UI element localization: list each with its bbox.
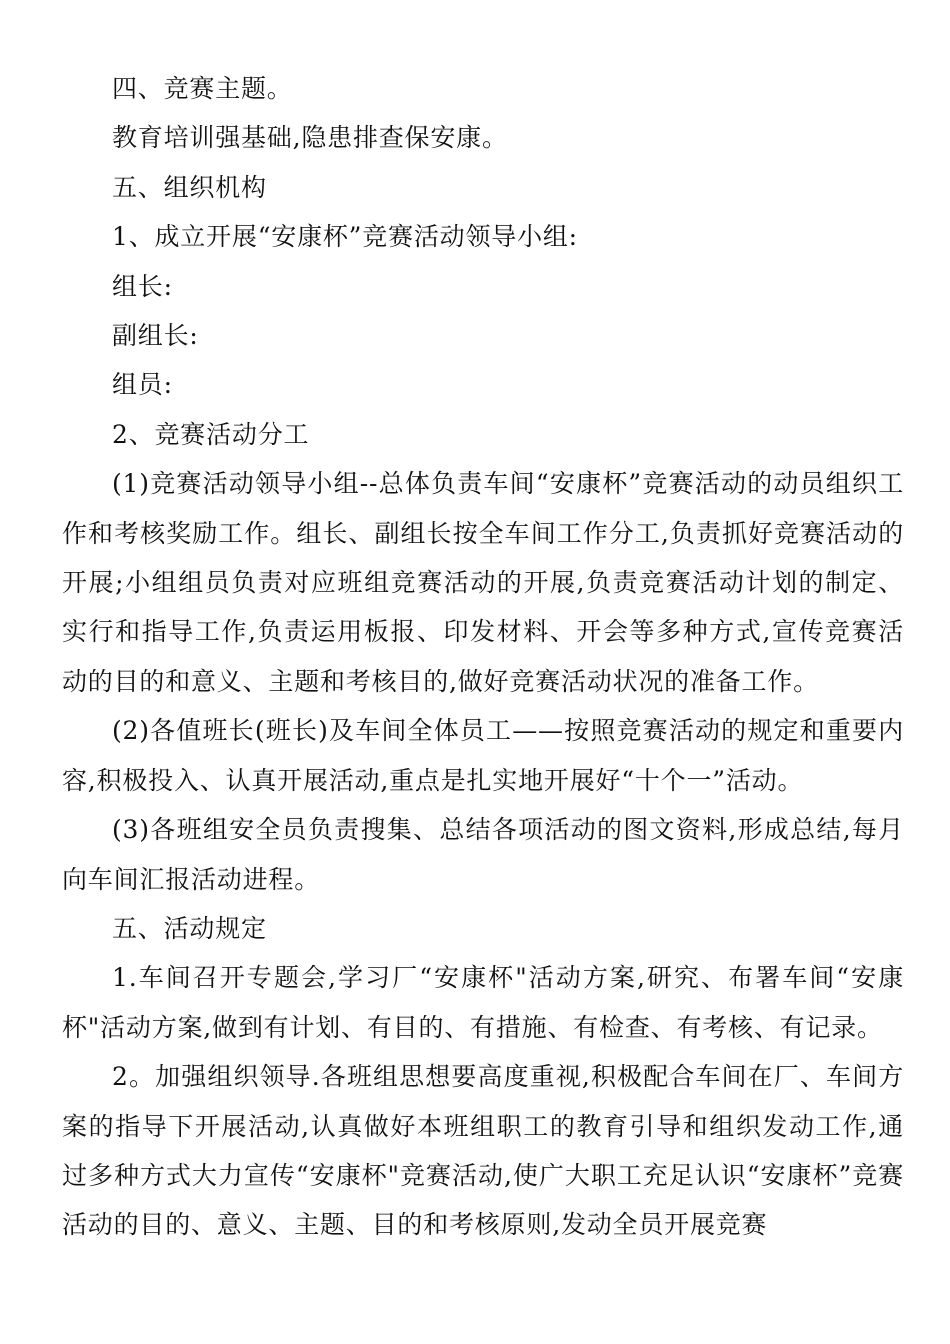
- group-leader-label: 组长:: [112, 271, 173, 301]
- competition-theme-text: 教育培训强基础,隐患排查保安康。: [112, 123, 508, 153]
- heading-competition-theme: 四、竞赛主题。: [112, 74, 293, 103]
- task-division-heading: 2、竞赛活动分工: [112, 419, 310, 449]
- leadership-group-item: 1、成立开展“安康杯”竞赛活动领导小组:: [112, 222, 578, 252]
- task-division-paragraph-3: (3)各班组安全员负责搜集、总结各项活动的图文资料,形成总结,每月向车间汇报活动进程。: [62, 815, 904, 894]
- heading-activity-rules: 五、活动规定: [112, 913, 267, 943]
- activity-rule-1: 1.车间召开专题会,学习厂“安康杯"活动方案,研究、布署车间“安康杯"活动方案,做到有计划、有目的、有措施、有检查、有考核、有记录。: [62, 963, 904, 1042]
- group-member-label: 组员:: [112, 370, 173, 400]
- task-division-paragraph-1: (1)竞赛活动领导小组--总体负责车间“安康杯”竞赛活动的动员组织工作和考核奖励工作。组长、副组长按全车间工作分工,负责抓好竞赛活动的开展;小组组员负责对应班组竞赛活动的开展,负责竞赛活动计划的制定、实行和指导工作,负责运用板报、印发材料、开会等多种方式,宣传竞赛活动的目的和意义、主题和考核目的,做好竞赛活动状况的准备工作。: [62, 469, 904, 696]
- heading-organization: 五、组织机构: [112, 172, 267, 202]
- task-division-paragraph-2: (2)各值班长(班长)及车间全体员工——按照竞赛活动的规定和重要内容,积极投入、认真开展活动,重点是扎实地开展好“十个一”活动。: [62, 716, 904, 795]
- deputy-leader-label: 副组长:: [112, 321, 199, 351]
- activity-rule-2: 2。加强组织领导.各班组思想要高度重视,积极配合车间在厂、车间方案的指导下开展活动,认真做好本班组职工的教育引导和组织发动工作,通过多种方式大力宣传“安康杯"竞赛活动,使广大职工充足认识“安康杯”竞赛活动的目的、意义、主题、目的和考核原则,发动全员开展竞赛: [62, 1062, 904, 1240]
